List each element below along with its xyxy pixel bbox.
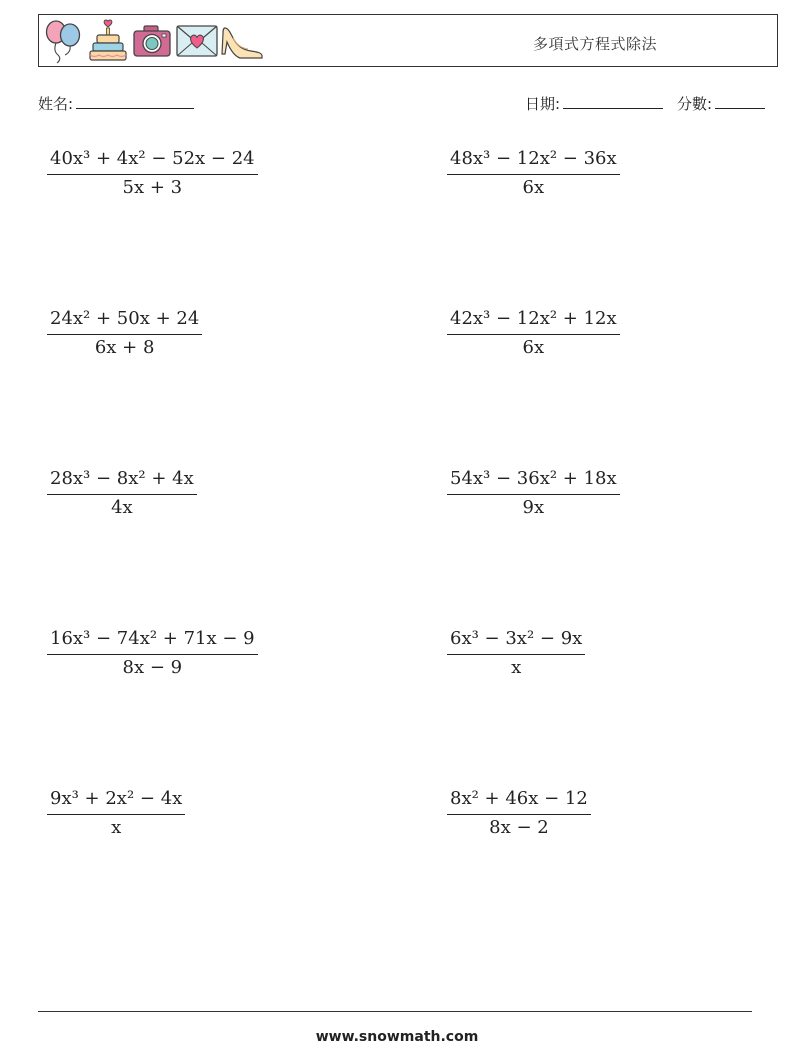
footer-divider [38,1011,752,1012]
date-field [525,93,663,114]
problem-5 [47,468,197,519]
score-line[interactable] [715,95,765,109]
icon-strip [43,19,265,63]
problem-numerator: 42x³ − 12x² + 12x [450,308,617,329]
problem-denominator: x [511,657,522,678]
problem-10 [447,788,591,839]
score-label: 分數: [677,95,713,113]
problem-denominator: 4x [111,497,133,518]
cake-icon [87,18,129,64]
problem-denominator: 8x − 9 [122,657,183,678]
problem-4 [447,308,620,359]
name-field [38,93,194,114]
problem-numerator: 24x² + 50x + 24 [50,308,200,329]
problem-numerator: 8x² + 46x − 12 [450,788,588,809]
problem-6 [447,468,620,519]
problem-8 [447,628,585,679]
date-line[interactable] [563,95,663,109]
problem-denominator: 8x − 2 [489,817,549,838]
score-field [677,93,765,114]
problem-7 [47,628,258,679]
problem-numerator: 54x³ − 36x² + 18x [450,468,617,489]
worksheet-title: 多項式方程式除法 [532,35,657,53]
problem-denominator: x [111,817,122,838]
date-label: 日期: [525,95,561,113]
balloons-icon [43,18,85,64]
problem-denominator: 9x [522,497,545,518]
problem-2 [447,148,620,199]
problem-numerator: 6x³ − 3x² − 9x [450,628,583,649]
problem-9 [47,788,185,839]
header-box [38,14,778,67]
problem-numerator: 28x³ − 8x² + 4x [50,468,194,489]
problem-denominator: 6x [522,177,545,198]
name-line[interactable] [76,95,194,109]
name-label: 姓名: [38,95,74,113]
camera-icon [131,18,173,64]
problem-1 [47,148,258,199]
love-letter-icon [175,18,219,64]
problem-numerator: 40x³ + 4x² − 52x − 24 [50,148,255,169]
problem-numerator: 48x³ − 12x² − 36x [450,148,617,169]
problem-denominator: 6x [522,337,545,358]
problem-denominator: 5x + 3 [122,177,183,198]
problem-numerator: 16x³ − 74x² + 71x − 9 [50,628,255,649]
footer-website[interactable]: www.snowmath.com [315,1029,479,1045]
problem-3 [47,308,202,359]
problem-numerator: 9x³ + 2x² − 4x [50,788,183,809]
high-heel-icon [221,18,265,64]
problem-denominator: 6x + 8 [94,337,155,358]
